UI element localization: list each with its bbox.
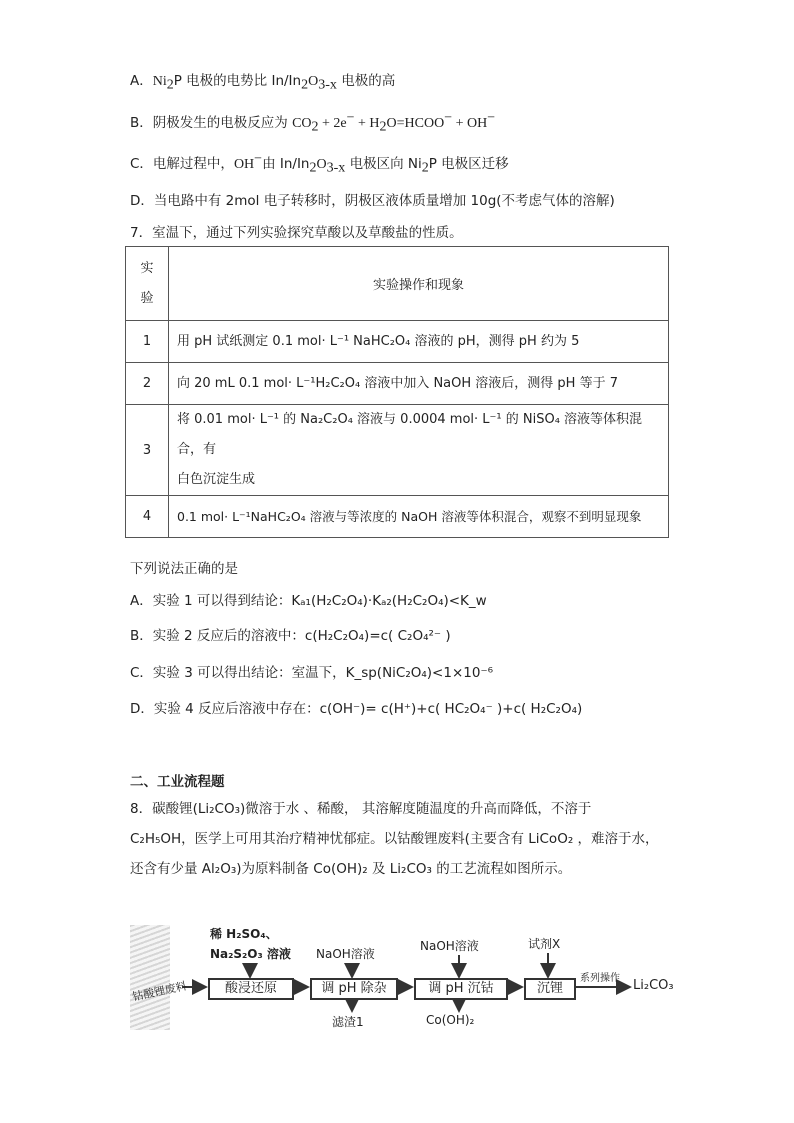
option-6b: B．阴极发生的电极反应为 $CO_2 + 2e^-$ + $H_2O=HCOO^- + OH^-$ xyxy=(130,110,496,135)
process-flow-diagram xyxy=(130,925,690,1035)
box3-input-label: NaOH溶液 xyxy=(420,939,479,953)
table-header-row xyxy=(126,247,669,321)
box-ph-impurity: 调 pH 除杂 xyxy=(310,978,398,1000)
box-ph-cobalt: 调 pH 沉钴 xyxy=(414,978,508,1000)
table-row: 2 向 20 mL 0.1 mol· L⁻¹H₂C₂O₄ 溶液中加入 NaOH 溶液后，测得 pH 等于 7 xyxy=(126,363,669,405)
option-7a: A．实验 1 可以得到结论：Kₐ₁(H₂C₂O₄)·Kₐ₂(H₂C₂O₄)<K_w xyxy=(130,593,487,609)
table-row: 3 将 0.01 mol· L⁻¹ 的 Na₂C₂O₄ 溶液与 0.0004 mol· L⁻¹ 的 NiSO₄ 溶液等体积混合，有 白色沉淀生成 xyxy=(126,405,669,496)
box3-output-label: Co(OH)₂ xyxy=(426,1013,475,1027)
option-6a: A．$Ni_2P$ 电极的电势比 $In/In_2O_{3-x}$ 电极的高 xyxy=(130,73,396,93)
box1-input-label-1: 稀 H₂SO₄、 xyxy=(210,927,278,941)
box-lithium: 沉锂 xyxy=(524,978,576,1000)
option-6c: C．电解过程中，OH−由 $In/In_2O_{3-x}$ 电极区向 $Ni_2P$ 电极区迁移 xyxy=(130,151,509,176)
option-6d: D．当电路中有 2mol 电子转移时，阴极区液体质量增加 10g(不考虑气体的溶解) xyxy=(130,193,615,209)
table-row: 1 用 pH 试纸测定 0.1 mol· L⁻¹ NaHC₂O₄ 溶液的 pH，测得 pH 约为 5 xyxy=(126,321,669,363)
box4-input-label: 试剂X xyxy=(528,937,561,951)
experiment-table xyxy=(125,246,669,538)
option-7d: D．实验 4 反应后溶液中存在：c(OH⁻)= c(H⁺)+c( HC₂O₄⁻ )+c( H₂C₂O₄) xyxy=(130,701,583,717)
question-8-line-2: C₂H₅OH，医学上可用其治疗精神忧郁症。以钴酸锂废料(主要含有 LiCoO₂ ，难溶于水， xyxy=(130,831,659,847)
box-acid-leach: 酸浸还原 xyxy=(208,978,294,1000)
table-row: 4 0.1 mol· L⁻¹NaHC₂O₄ 溶液与等浓度的 NaOH 溶液等体积混合，观察不到明显现象 xyxy=(126,496,669,538)
option-7c: C．实验 3 可以得出结论：室温下，K_sp(NiC₂O₄)<1×10⁻⁶ xyxy=(130,665,493,681)
option-7b: B．实验 2 反应后的溶液中：c(H₂C₂O₄)=c( C₂O₄²⁻ ) xyxy=(130,628,451,644)
question-7-prompt: 下列说法正确的是 xyxy=(130,561,238,577)
flow-start-label: 钴酸锂废料 xyxy=(131,979,188,1004)
section-title: 二、工业流程题 xyxy=(130,774,225,790)
box1-input-label-2: Na₂S₂O₃ 溶液 xyxy=(210,947,291,961)
flow-end-label: Li₂CO₃ xyxy=(633,978,674,993)
question-8-line-3: 还含有少量 Al₂O₃)为原料制备 Co(OH)₂ 及 Li₂CO₃ 的工艺流程如图所示。 xyxy=(130,861,572,877)
header-experiment-description: 实验操作和现象 xyxy=(169,247,669,321)
question-8-line-1: 8．碳酸锂(Li₂CO₃)微溶于水 、稀酸， 其溶解度随温度的升高而降低，不溶于 xyxy=(130,801,592,817)
arrow-series-label: 系列操作 xyxy=(580,973,620,984)
box2-input-label: NaOH溶液 xyxy=(316,947,375,961)
question-7-stem: 7．室温下，通过下列实验探究草酸以及草酸盐的性质。 xyxy=(130,225,463,241)
box2-output-label: 滤渣1 xyxy=(332,1015,364,1029)
header-experiment-number: 实 验 xyxy=(126,247,169,321)
